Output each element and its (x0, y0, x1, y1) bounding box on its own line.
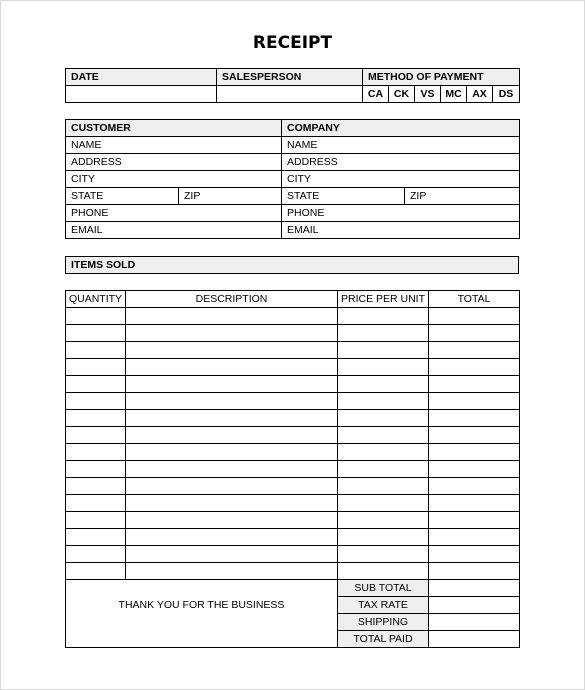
description-cell[interactable] (126, 427, 338, 444)
header-table (65, 68, 520, 103)
company-name-field[interactable]: NAME (282, 137, 520, 154)
item-row (66, 512, 520, 529)
description-cell[interactable] (126, 342, 338, 359)
description-cell[interactable] (126, 461, 338, 478)
price-per-unit-cell[interactable] (338, 461, 429, 478)
tax-rate-field[interactable] (429, 597, 520, 614)
item-row (66, 563, 520, 580)
quantity-cell[interactable] (66, 410, 126, 427)
description-cell[interactable] (126, 563, 338, 580)
column-header-description: DESCRIPTION (126, 291, 338, 308)
company-email-field[interactable]: EMAIL (282, 222, 520, 239)
footer-spacer-cell (66, 631, 338, 648)
quantity-cell[interactable] (66, 563, 126, 580)
item-row (66, 444, 520, 461)
description-cell[interactable] (126, 308, 338, 325)
price-per-unit-cell[interactable] (338, 308, 429, 325)
item-row (66, 546, 520, 563)
description-cell[interactable] (126, 495, 338, 512)
customer-state-field[interactable]: STATE (66, 188, 179, 205)
quantity-cell[interactable] (66, 376, 126, 393)
customer-zip-field[interactable]: ZIP (179, 188, 282, 205)
total-paid-label: TOTAL PAID (338, 631, 429, 648)
customer-section-label: CUSTOMER (66, 120, 282, 137)
total-cell[interactable] (429, 478, 520, 495)
quantity-cell[interactable] (66, 393, 126, 410)
shipping-label: SHIPPING (338, 614, 429, 631)
quantity-cell[interactable] (66, 461, 126, 478)
sub-total-label: SUB TOTAL (338, 580, 429, 597)
price-per-unit-cell[interactable] (338, 376, 429, 393)
item-row (66, 393, 520, 410)
price-per-unit-cell[interactable] (338, 546, 429, 563)
company-state-field[interactable]: STATE (282, 188, 405, 205)
thanks-message: THANK YOU FOR THE BUSINESS (66, 597, 338, 614)
description-cell[interactable] (126, 512, 338, 529)
item-row (66, 359, 520, 376)
total-cell[interactable] (429, 325, 520, 342)
total-paid-field[interactable] (429, 631, 520, 648)
description-cell[interactable] (126, 393, 338, 410)
quantity-cell[interactable] (66, 512, 126, 529)
description-cell[interactable] (126, 325, 338, 342)
quantity-cell[interactable] (66, 478, 126, 495)
price-per-unit-cell[interactable] (338, 325, 429, 342)
customer-city-field[interactable]: CITY (66, 171, 282, 188)
total-cell[interactable] (429, 308, 520, 325)
date-label: DATE (66, 69, 217, 86)
total-cell[interactable] (429, 427, 520, 444)
salesperson-field[interactable] (217, 86, 363, 103)
quantity-cell[interactable] (66, 325, 126, 342)
payment-method-label: METHOD OF PAYMENT (363, 69, 520, 86)
quantity-cell[interactable] (66, 444, 126, 461)
items-table (65, 290, 520, 648)
quantity-cell[interactable] (66, 342, 126, 359)
description-cell[interactable] (126, 376, 338, 393)
item-row (66, 342, 520, 359)
payment-option-ax[interactable]: AX (467, 86, 493, 103)
price-per-unit-cell[interactable] (338, 529, 429, 546)
total-cell[interactable] (429, 495, 520, 512)
item-row (66, 325, 520, 342)
price-per-unit-cell[interactable] (338, 393, 429, 410)
column-header-quantity: QUANTITY (66, 291, 126, 308)
description-cell[interactable] (126, 478, 338, 495)
item-row (66, 461, 520, 478)
total-cell[interactable] (429, 529, 520, 546)
quantity-cell[interactable] (66, 308, 126, 325)
item-row (66, 495, 520, 512)
total-cell[interactable] (429, 444, 520, 461)
payment-option-ck[interactable]: CK (389, 86, 415, 103)
total-cell[interactable] (429, 410, 520, 427)
description-cell[interactable] (126, 410, 338, 427)
payment-option-ca[interactable]: CA (363, 86, 389, 103)
price-per-unit-cell[interactable] (338, 427, 429, 444)
company-zip-field[interactable]: ZIP (405, 188, 520, 205)
price-per-unit-cell[interactable] (338, 563, 429, 580)
price-per-unit-cell[interactable] (338, 512, 429, 529)
price-per-unit-cell[interactable] (338, 478, 429, 495)
price-per-unit-cell[interactable] (338, 495, 429, 512)
items-sold-bar (65, 256, 519, 274)
quantity-cell[interactable] (66, 546, 126, 563)
description-cell[interactable] (126, 359, 338, 376)
item-row (66, 427, 520, 444)
company-city-field[interactable]: CITY (282, 171, 520, 188)
payment-option-mc[interactable]: MC (441, 86, 467, 103)
customer-email-field[interactable]: EMAIL (66, 222, 282, 239)
quantity-cell[interactable] (66, 495, 126, 512)
footer-thanks-cell (66, 580, 338, 597)
description-cell[interactable] (126, 529, 338, 546)
item-row (66, 478, 520, 495)
item-row (66, 376, 520, 393)
company-phone-field[interactable]: PHONE (282, 205, 520, 222)
shipping-field[interactable] (429, 614, 520, 631)
price-per-unit-cell[interactable] (338, 410, 429, 427)
total-cell[interactable] (429, 512, 520, 529)
items-sold-label: ITEMS SOLD (66, 257, 519, 274)
payment-option-vs[interactable]: VS (415, 86, 441, 103)
total-cell[interactable] (429, 461, 520, 478)
total-cell[interactable] (429, 359, 520, 376)
description-cell[interactable] (126, 444, 338, 461)
quantity-cell[interactable] (66, 359, 126, 376)
column-header-total: TOTAL (429, 291, 520, 308)
total-cell[interactable] (429, 376, 520, 393)
date-field[interactable] (66, 86, 217, 103)
item-row (66, 529, 520, 546)
payment-option-ds[interactable]: DS (493, 86, 520, 103)
company-section-label: COMPANY (282, 120, 520, 137)
quantity-cell[interactable] (66, 529, 126, 546)
column-header-price-per-unit: PRICE PER UNIT (338, 291, 429, 308)
company-address-field[interactable]: ADDRESS (282, 154, 520, 171)
item-row (66, 410, 520, 427)
price-per-unit-cell[interactable] (338, 359, 429, 376)
item-row (66, 308, 520, 325)
description-cell[interactable] (126, 546, 338, 563)
price-per-unit-cell[interactable] (338, 342, 429, 359)
price-per-unit-cell[interactable] (338, 444, 429, 461)
customer-phone-field[interactable]: PHONE (66, 205, 282, 222)
total-cell[interactable] (429, 546, 520, 563)
customer-name-field[interactable]: NAME (66, 137, 282, 154)
total-cell[interactable] (429, 563, 520, 580)
customer-company-table (65, 119, 520, 239)
quantity-cell[interactable] (66, 427, 126, 444)
customer-address-field[interactable]: ADDRESS (66, 154, 282, 171)
total-cell[interactable] (429, 342, 520, 359)
salesperson-label: SALESPERSON (217, 69, 363, 86)
footer-spacer-cell (66, 614, 338, 631)
receipt-title: RECEIPT (252, 33, 333, 53)
sub-total-field[interactable] (429, 580, 520, 597)
total-cell[interactable] (429, 393, 520, 410)
tax-rate-label: TAX RATE (338, 597, 429, 614)
